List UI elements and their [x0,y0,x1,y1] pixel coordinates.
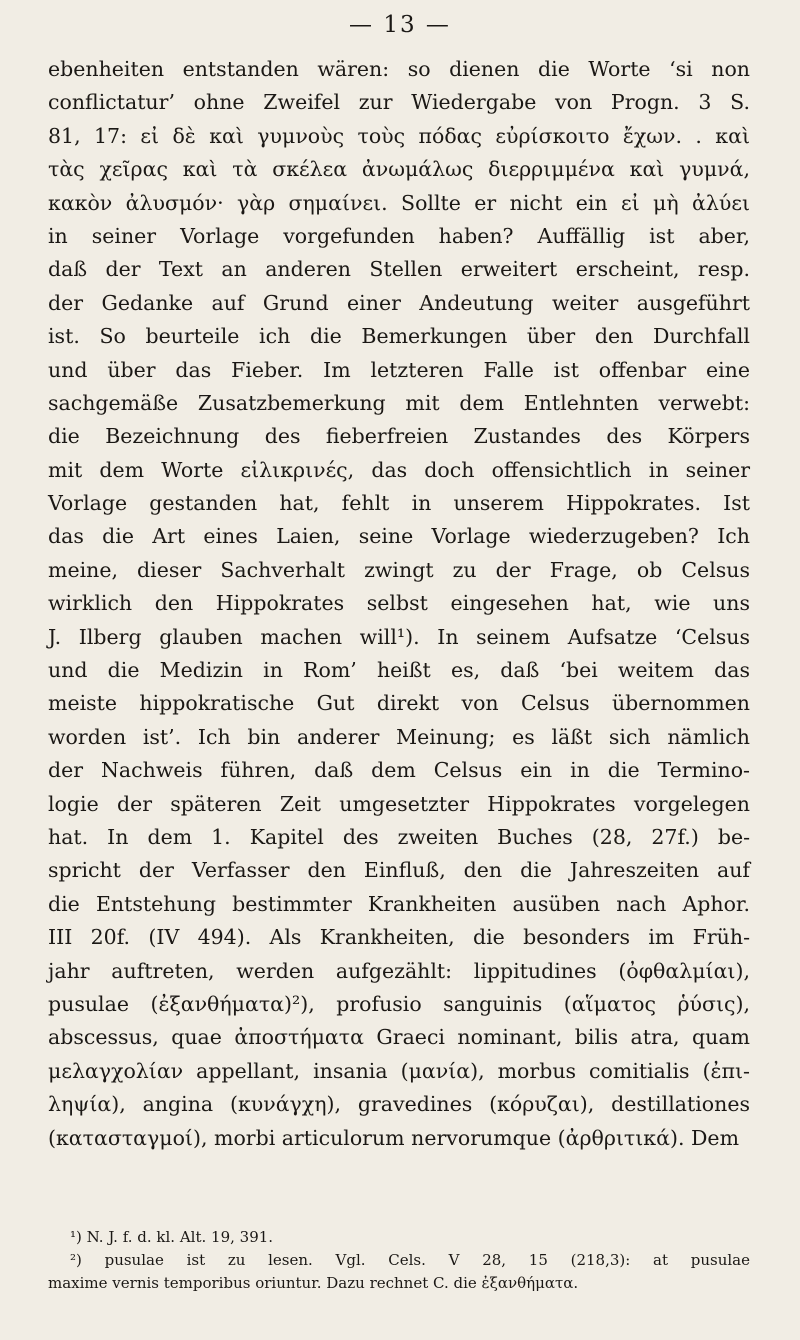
text-line: die Bezeichnung des fieberfreien Zustandes des Körpers [48,424,750,449]
text-line: jahr auftreten, werden aufgezählt: lippitudines (ὀφθαλμίαι), [48,958,750,983]
footnote-1: ¹) N. J. f. d. kl. Alt. 19, 391. [70,1228,274,1246]
text-line: ist. So beurteile ich die Bemerkungen über den Durchfall [48,324,750,349]
text-line: der Gedanke auf Grund einer Andeutung weiter ausgeführt [48,290,750,315]
text-line: in seiner Vorlage vorgefunden haben? Auffällig ist aber, [48,223,750,248]
text-line: κακὸν ἀλυσμόν· γὰρ σημαίνει. Sollte er nicht ein εἰ μὴ ἀλύει [48,190,750,215]
text-line: logie der späteren Zeit umgesetzter Hippokrates vorgelegen [48,791,750,816]
text-line: mit dem Worte εἰλικρινές, das doch offensichtlich in seiner [48,457,750,482]
footnote-2: ²) pusulae ist zu lesen. Vgl. Cels. V 28, 15 (218,3): at pusulae [70,1251,750,1269]
text-line: μελαγχολίαν appellant, insania (μανία), morbus comitialis (ἐπι- [48,1058,750,1083]
footnotes [48,1226,750,1295]
text-line: J. Ilberg glauben machen will¹). In seinem Aufsatze ‘Celsus [48,624,750,649]
text-line: das die Art eines Laien, seine Vorlage wiederzugeben? Ich [48,524,750,549]
text-line: wirklich den Hippokrates selbst eingesehen hat, wie uns [48,591,750,616]
text-line: τὰς χεῖρας καὶ τὰ σκέλεα ἀνωμάλως διερριμμένα καὶ γυμνά, [48,157,750,182]
text-line: 81, 17: εἰ δὲ καὶ γυμνοὺς τοὺς πόδας εὐρίσκοιτο ἔχων. . καὶ [48,123,750,148]
text-line: spricht der Verfasser den Einfluß, den die Jahreszeiten auf [48,858,750,883]
text-line: und die Medizin in Rom’ heißt es, daß ‘bei weitem das [48,658,750,683]
main-text [48,53,750,1155]
text-line: hat. In dem 1. Kapitel des zweiten Buches (28, 27f.) be- [48,824,750,849]
text-line: und über das Fieber. Im letzteren Falle ist offenbar eine [48,357,750,382]
page-number: — 13 — [349,12,451,38]
text-line: daß der Text an anderen Stellen erweitert erscheint, resp. [48,257,750,282]
text-line: die Entstehung bestimmter Krankheiten ausüben nach Aphor. [48,891,750,916]
text-line: worden ist’. Ich bin anderer Meinung; es läßt sich nämlich [48,724,750,749]
text-line: (κατασταγμοί), morbi articulorum nervorumque (ἀρθριτικά). Dem [48,1125,740,1150]
text-line: ebenheiten entstanden wären: so dienen die Worte ‘si non [48,57,750,81]
text-line: der Nachweis führen, daß dem Celsus ein in die Termino- [48,758,750,783]
text-line: sachgemäße Zusatzbemerkung mit dem Entlehnten verwebt: [48,390,750,415]
text-line: Vorlage gestanden hat, fehlt in unserem Hippokrates. Ist [48,491,750,516]
text-line: pusulae (ἐξανθήματα)²), profusio sanguinis (αἵματος ῥύσις), [48,991,750,1016]
footnote-2-continuation: maxime vernis temporibus oriuntur. Dazu rechnet C. die ἐξανθήματα. [48,1274,579,1292]
text-line: conflictatur’ ohne Zweifel zur Wiedergabe von Progn. 3 S. [48,90,750,115]
text-line: meine, dieser Sachverhalt zwingt zu der Frage, ob Celsus [48,557,750,582]
text-line: abscessus, quae ἀποστήματα Graeci nominant, bilis atra, quam [48,1025,750,1050]
text-line: III 20f. (IV 494). Als Krankheiten, die besonders im Früh- [48,925,750,950]
text-line: meiste hippokratische Gut direkt von Celsus übernommen [48,691,750,716]
text-line: ληψία), angina (κυνάγχη), gravedines (κόρυζαι), destillationes [48,1092,750,1117]
